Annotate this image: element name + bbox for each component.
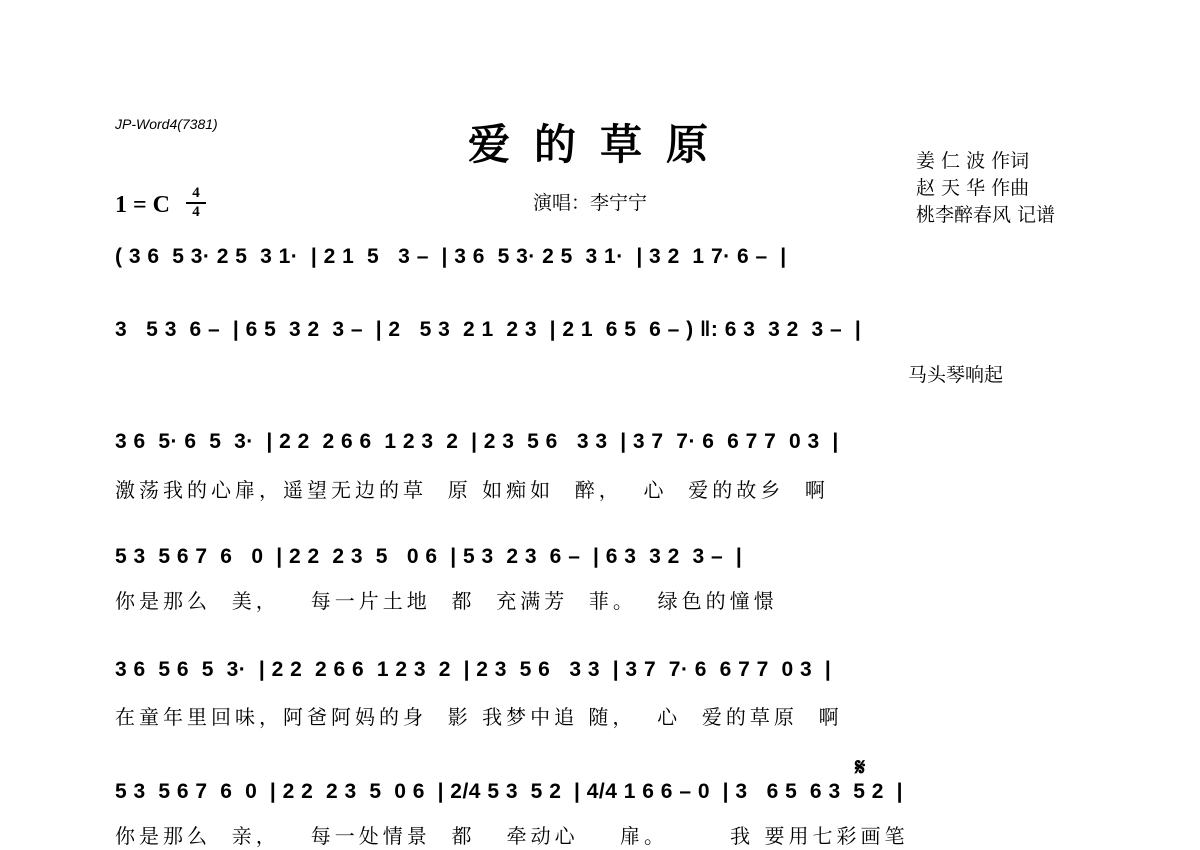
time-signature-bottom: 4	[192, 204, 200, 220]
time-signature-top: 4	[192, 185, 200, 201]
song-title: 爱的草原	[467, 120, 732, 169]
software-label: JP-Word4(7381)	[115, 116, 218, 132]
notation-row: ( 3 6 5 3· 2 5 3 1· | 2 1 5 3 – | 3 6 5 3· 2 5 3 1· | 3 2 1 7· 6 – |	[115, 245, 787, 268]
notation-row: 3 6 5 6 5 3· | 2 2 2 6 6 1 2 3 2 | 2 3 5 6 3 3 | 3 7 7· 6 6 7 7 0 3 |	[115, 658, 832, 681]
composer-credit: 赵 天 华 作曲	[916, 177, 1030, 199]
notation-row: 3 5 3 6 – | 6 5 3 2 3 – | 2 5 3 2 1 2 3 | 2 1 6 5 6 – ) ‖: 6 3 3 2 3 – |	[115, 318, 862, 341]
credits-block	[916, 148, 1055, 229]
notation-row: 3 6 5· 6 5 3· | 2 2 2 6 6 1 2 3 2 | 2 3 5 6 3 3 | 3 7 7· 6 6 7 7 0 3 |	[115, 430, 839, 453]
notation-row: 5 3 5 6 7 6 0 | 2 2 2 3 5 0 6 | 5 3 2 3 6 – | 6 3 3 2 3 – |	[115, 545, 743, 568]
arranger-credit: 桃李醉春风 记谱	[916, 204, 1056, 226]
lyrics-row: 你是那么 美， 每一片土地 都 充满芳 菲。 绿色的憧憬	[115, 589, 778, 613]
notation-row: 5 3 5 6 7 6 0 | 2 2 2 3 5 0 6 | 2/4 5 3 5 2 | 4/4 1 6 6 – 0 | 3 6 5 6 3 5 2 |	[115, 780, 904, 803]
performance-annotation: 马头琴响起	[908, 364, 1004, 386]
lyrics-row: 激荡我的心扉，遥望无边的草 原 如痴如 醉， 心 爱的故乡 啊	[115, 478, 829, 502]
lyricist-credit: 姜 仁 波 作词	[916, 150, 1030, 172]
singer-credit: 演唱：李宁宁	[533, 192, 648, 214]
lyrics-row: 你是那么 亲， 每一处情景 都 牵动心 扉。 我 要用七彩画笔	[115, 824, 909, 848]
lyrics-row: 在童年里回味，阿爸阿妈的身 影 我梦中追 随， 心 爱的草原 啊	[115, 705, 843, 729]
segno-sign: 𝄋	[855, 752, 866, 781]
time-signature	[186, 186, 206, 220]
key-signature: 1 = C	[115, 192, 171, 218]
